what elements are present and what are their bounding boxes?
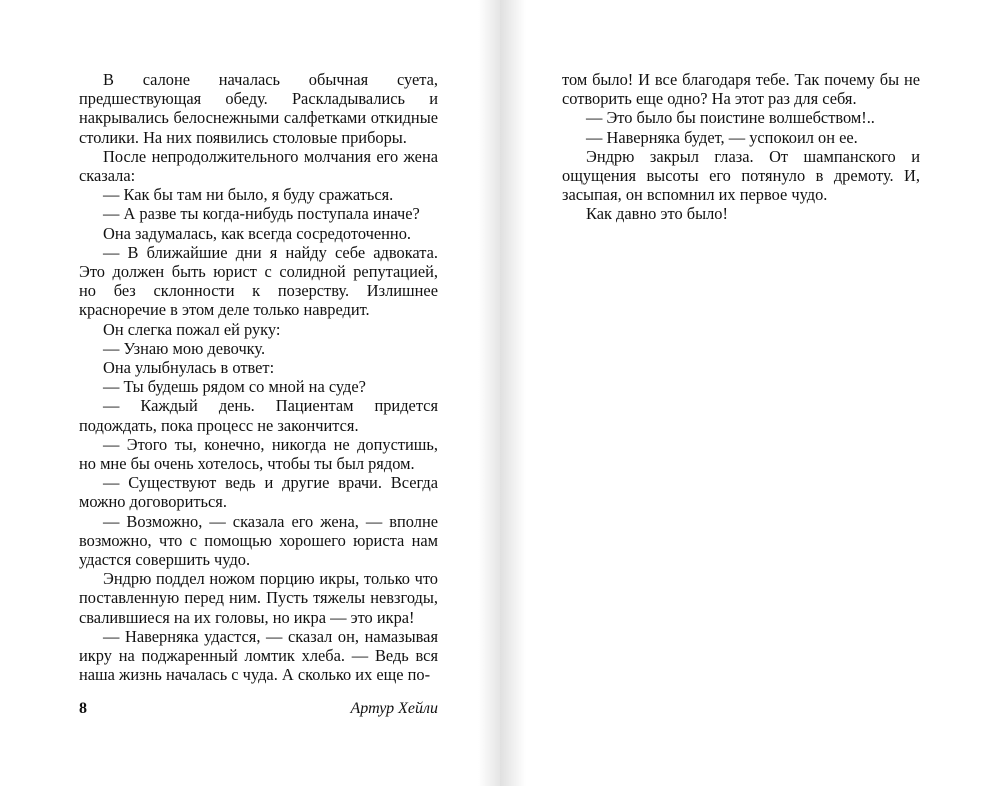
paragraph: Он слегка пожал ей руку: — [103, 319, 281, 339]
paragraph: том было! И все благодаря тебе. Так почему бы не сотворить еще одно? На этот раз для себя. — [562, 70, 920, 109]
paragraph: — Этого ты, конечно, никогда не допустишь, но мне бы очень хотелось, чтобы ты был рядом. — [79, 434, 438, 474]
paragraph: В салоне началась обычная суета, предшествующая обеду. Раскладывались и накрывались белоснежными салфетками откидные столики. На них появились столовые приборы. — [79, 70, 438, 147]
paragraph: — Существуют ведь и другие врачи. Всегда можно договориться. — [79, 473, 438, 512]
paragraph: — Наверняка будет, — успокоил он ее. — [586, 127, 858, 147]
paragraph: — Узнаю мою девочку. — [103, 338, 266, 358]
paragraph: Эндрю поддел ножом порцию икры, только что поставленную перед ним. Пусть тяжелы невзгоды, свалившиеся на их головы, но икра — это икра! — [79, 569, 438, 627]
paragraph: — Наверняка удастся, — сказал он, намазывая икру на поджаренный ломтик хлеба. — Ведь вся наша жизнь началась с чуда. А сколько их еще по- — [79, 626, 438, 685]
paragraph: После непродолжительного молчания его жена сказала: — [79, 146, 438, 186]
paragraph: — Ты будешь рядом со мной на суде? — [103, 377, 366, 397]
left-page-text — [79, 70, 438, 685]
paragraph: — В ближайшие дни я найду себе адвоката. Это должен быть юрист с солидной репутацией, но без склонности к позерству. Излишнее красноречие в этом деле только навредит. — [79, 242, 438, 320]
right-page — [500, 0, 1000, 786]
paragraph: — Как бы там ни было, я буду сражаться. — [103, 185, 394, 205]
gutter-shadow — [500, 0, 526, 786]
gutter-shadow — [478, 0, 500, 786]
page-number: 8 — [79, 700, 87, 717]
right-page-text — [562, 70, 920, 224]
paragraph: Эндрю закрыл глаза. От шампанского и ощущения высоты его потянуло в дремоту. И, засыпая, он вспомнил их первое чудо. — [562, 146, 920, 205]
paragraph: — Каждый день. Пациентам придется подождать, пока процесс не закончится. — [79, 396, 438, 435]
paragraph: Она улыбнулась в ответ: — [103, 358, 275, 378]
paragraph: — Возможно, — сказала его жена, — вполне возможно, что с помощью хорошего юриста нам удастся совершить чудо. — [79, 511, 438, 570]
paragraph: — А разве ты когда-нибудь поступала иначе? — [103, 204, 420, 224]
paragraph: Она задумалась, как всегда сосредоточенно. — [103, 223, 411, 243]
running-title: Артур Хейли — [350, 700, 438, 717]
paragraph: Как давно это было! — [586, 204, 728, 224]
paragraph: — Это было бы поистине волшебством!.. — [586, 108, 875, 128]
